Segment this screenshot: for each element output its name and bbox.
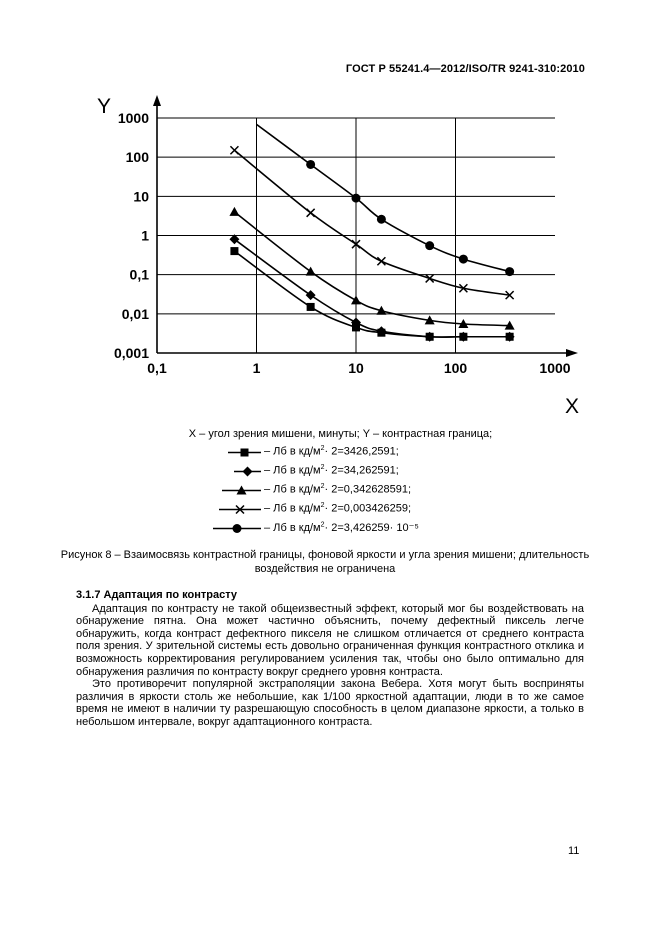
y-tick-label: 1 — [141, 227, 149, 244]
legend-swatch — [0, 500, 262, 519]
series-line — [234, 150, 509, 295]
data-point — [377, 257, 385, 265]
legend-marker — [243, 467, 253, 477]
data-point — [230, 146, 238, 154]
legend-swatch — [0, 481, 262, 500]
document-code: ГОСТ Р 55241.4—2012/ISO/TR 9241-310:2010 — [345, 63, 585, 75]
legend-label-sup: 2 — [320, 483, 325, 490]
data-point — [425, 241, 434, 250]
legend-label — [264, 502, 411, 515]
series-line — [234, 212, 509, 326]
y-tick-label: 100 — [125, 149, 149, 166]
legend-entries — [0, 443, 661, 538]
legend-label-sup: 2 — [320, 521, 325, 529]
legend-swatch — [0, 519, 262, 538]
data-point — [306, 160, 315, 169]
page-number: 11 — [568, 845, 580, 857]
data-point — [307, 303, 315, 311]
data-point — [505, 267, 514, 276]
series-4 — [230, 146, 513, 299]
legend-label-value: · 2=34,262591; — [324, 464, 399, 477]
data-point — [352, 194, 361, 203]
legend-marker — [233, 524, 242, 533]
x-tick-label: 1000 — [539, 360, 571, 376]
legend-label — [264, 521, 419, 534]
legend-label-value: · 2=0,003426259; — [324, 502, 412, 515]
x-tick-label: 10 — [348, 360, 364, 376]
figure-caption — [45, 548, 605, 576]
section-contrast-adaptation — [76, 589, 584, 729]
legend-entry-1 — [0, 443, 661, 462]
caption-line-1: Рисунок 8 – Взаимосвязь контрастной границы, фоновой яркости и угла зрения мишени; длительность — [60, 549, 590, 561]
x-tick-label: 100 — [443, 360, 468, 376]
x-axis-title: X — [565, 395, 580, 418]
legend-label-value: · 2=3426,2591; — [324, 445, 399, 458]
legend-entry-5 — [0, 519, 661, 538]
data-point — [351, 295, 361, 304]
legend-label-text: – Лб в кд/м — [264, 502, 321, 515]
legend-label — [264, 483, 411, 496]
y-tick-label: 1000 — [117, 110, 149, 126]
data-point — [426, 274, 434, 282]
legend-label-value: · 2=3,426259· 10⁻⁵ — [324, 522, 419, 534]
caption-line-2: воздействия не ограничена — [254, 563, 396, 575]
legend-label-value: · 2=0,342628591; — [324, 483, 412, 496]
x-axis-arrow — [566, 349, 578, 357]
legend-swatch — [0, 462, 262, 481]
y-tick-label: 10 — [133, 188, 149, 205]
legend-label-sup: 2 — [320, 445, 325, 452]
legend — [0, 428, 661, 538]
data-point — [459, 255, 468, 264]
data-point — [229, 207, 239, 216]
legend-entry-2 — [0, 462, 661, 481]
series-2 — [229, 234, 514, 341]
data-point — [230, 247, 238, 255]
y-tick-label: 0,01 — [121, 305, 149, 322]
legend-entry-3 — [0, 481, 661, 500]
legend-entry-4 — [0, 500, 661, 519]
y-axis-arrow — [153, 95, 161, 106]
section-title: 3.1.7 Адаптация по контрасту — [76, 589, 237, 601]
data-point — [306, 267, 316, 276]
legend-label-text: – Лб в кд/м — [264, 522, 321, 534]
legend-label-sup: 2 — [320, 464, 325, 471]
y-axis-title: Y — [97, 95, 112, 118]
data-point — [377, 215, 386, 224]
axes — [97, 95, 579, 418]
series-line — [234, 239, 509, 337]
legend-label — [264, 464, 399, 477]
series-line — [257, 124, 510, 271]
data-point — [306, 290, 316, 300]
legend-marker — [241, 449, 249, 457]
legend-swatch — [0, 443, 262, 462]
data-point — [307, 209, 315, 217]
y-tick-label: 0,001 — [113, 345, 149, 361]
legend-label-text: – Лб в кд/м — [264, 445, 321, 458]
x-tick-label: 0,1 — [147, 360, 167, 376]
x-tick-label: 1 — [252, 360, 261, 376]
legend-label-text: – Лб в кд/м — [264, 483, 321, 496]
legend-label — [264, 445, 399, 458]
legend-label-text: – Лб в кд/м — [264, 464, 321, 477]
y-tick-label: 0,1 — [129, 266, 149, 283]
paragraph-1: Адаптация по контрасту не такой общеизвестный эффект, который мог бы воздействовать на обнаружение пятна. Она может частично объяснить, почему дефектный пиксель легче обнаружить, когда контраст дефектного пикселя не слишком отличается от среднего контраста поля зрения. У зрительной системы есть довольно ограниченная функция контрастного отклика и возможность корректирования регулированием усиления так, чтобы оно было оптимально для обнаружения различия по контрасту вокруг среднего уровня контраста. — [76, 602, 584, 678]
legend-label-sup: 2 — [320, 502, 325, 509]
contrast-threshold-chart — [0, 0, 661, 420]
paragraph-2: Это противоречит популярной экстраполяции закона Вебера. Хотя могут быть восприняты различия в яркости столь же небольшие, как 1/100 яркостной адаптации, люди в то же самое время не имеют в наличии ту разрешающую способность в целом диапазоне яркости, а только в небольшом интервале, вокруг адаптационного контраста. — [76, 678, 584, 728]
legend-intro: X – угол зрения мишени, минуты; Y – контрастная граница; — [188, 428, 493, 440]
